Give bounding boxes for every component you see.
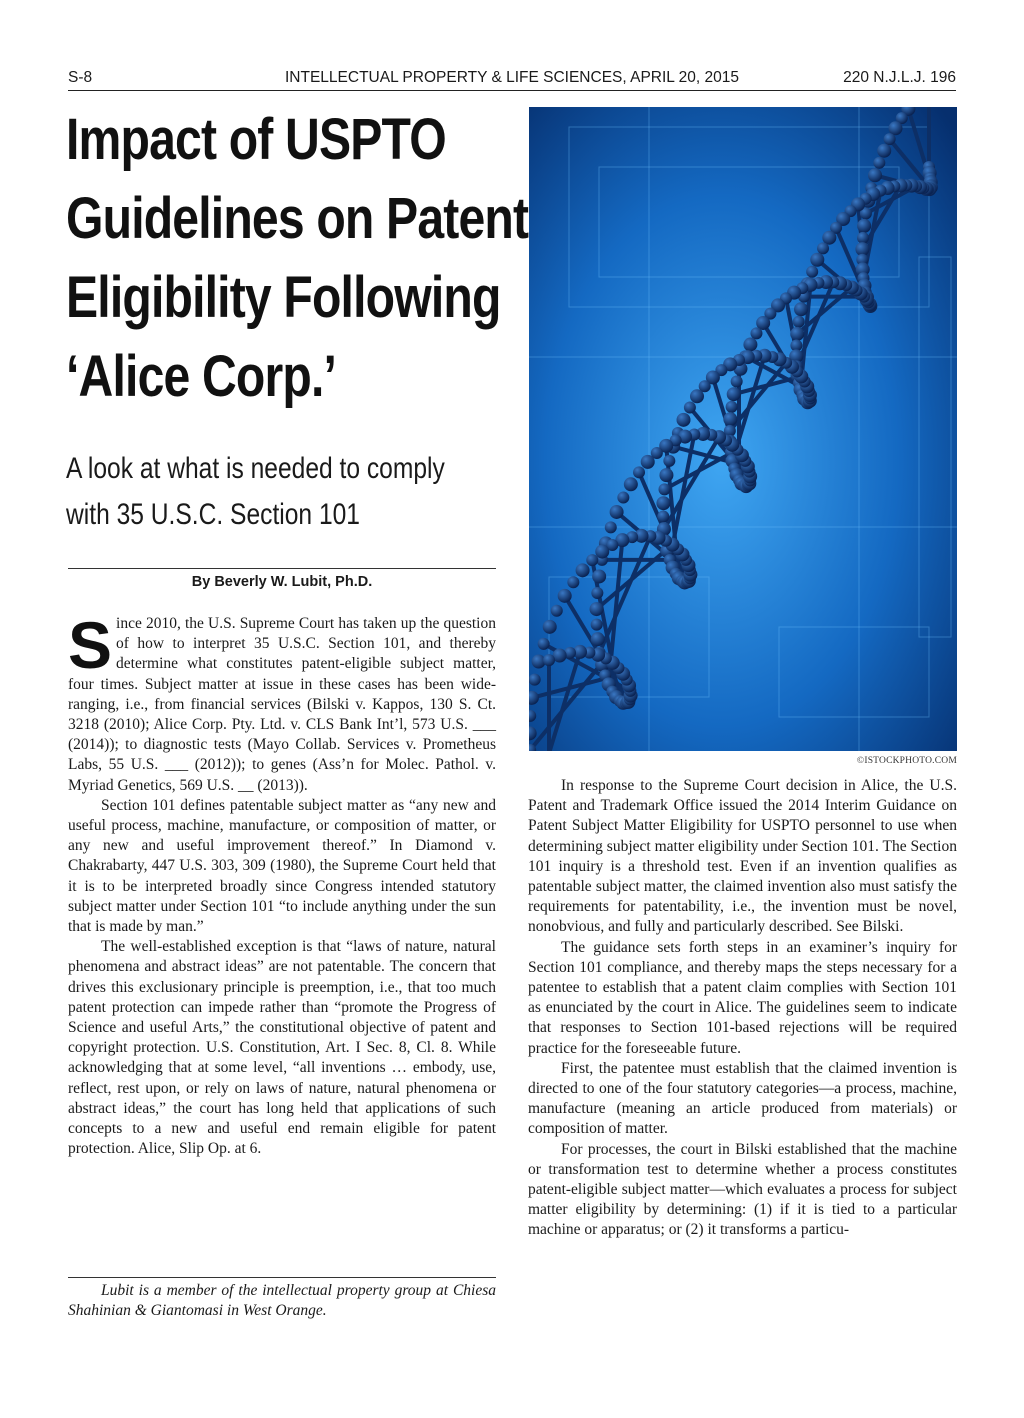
- helix-bead: [659, 468, 673, 482]
- byline-divider: [68, 568, 496, 569]
- body-paragraph: The well-established exception is that “laws of nature, natural phenomena and abstract ideas” are not patentable. The concern that drives this exclusionary principle is preemption, i.e., that too much patent protection can impede rather than “promote the Progress of Science and useful Arts,” the constitutional objective of patent and copyright protection. U.S. Constitution, Art. I Sec. 8, Cl. 8. While acknowledging that at some level, “all inventions … embody, use, reflect, rest upon, or rely on laws of nature, natural phenomena or abstract ideas,” the court has long held that applications of such concepts to a new and useful end remain eligible for patent protection. Alice, Slip Op. at 6.: [68, 938, 496, 1158]
- section-title: INTELLECTUAL PROPERTY & LIFE SCIENCES, APRIL 20, 2015: [285, 69, 739, 86]
- body-paragraph: In response to the Supreme Court decision in Alice, the U.S. Patent and Trademark Office issued the 2014 Interim Guidance on Patent Subject Matter Eligibility for USPTO personnel to use when determining subject matter eligibility under Section 101. The Section 101 inquiry is a threshold test. Even if an invention qualifies as patentable subject matter, the claimed invention also must satisfy the requirements for patentability, i.e., the invention must be novel, nonobvious, and fully and particularly described. See Bilski.: [528, 777, 957, 936]
- helix-bead: [857, 232, 869, 244]
- helix-bead: [726, 401, 738, 413]
- byline: By Beverly W. Lubit, Ph.D.: [191, 574, 373, 590]
- helix-bead: [624, 477, 638, 491]
- body-paragraph: The guidance sets forth steps in an examiner’s inquiry for Section 101 compliance, and thereby maps the steps necessary for a patentee to establish that a patent claim complies with Section 101 as enunciated by the court in Alice. The guidelines seem to indicate that responses to Section 101-based rejections will be required practice for the foreseeable future.: [528, 938, 957, 1057]
- helix-bead: [586, 554, 598, 566]
- helix-bead: [529, 674, 541, 686]
- helix-bead: [677, 413, 691, 427]
- body-paragraph: First, the patentee must establish that the claimed invention is directed to one of the four statutory categories—a process, machine, manufacture (meaning an article produced from materials) or composition of matter.: [528, 1059, 957, 1138]
- helix-bead: [658, 483, 670, 495]
- helix-bead: [793, 316, 805, 328]
- helix-bead: [817, 242, 829, 254]
- helix-bead: [591, 619, 603, 631]
- journal-citation: 220 N.J.L.J. 196: [843, 69, 956, 86]
- body-paragraph: For processes, the court in Bilski established that the machine or transformation test to determine whether a process constitutes patent-eligible subject matter—which evaluates a process for subject matter eligibility by determining: (1) if it is tied to a particular machine or apparatus; or (2) it transforms a particu-: [528, 1140, 957, 1239]
- title-line: Guidelines on Patent: [66, 186, 529, 251]
- helix-bead: [605, 521, 617, 533]
- helix-bead: [877, 144, 891, 158]
- deck-line: A look at what is needed to comply: [66, 452, 445, 485]
- helix-bead: [590, 602, 604, 616]
- helix-bead: [538, 638, 550, 650]
- paragraph-text: ince 2010, the U.S. Supreme Court has taken up the question of how to interpret 35 U.S.C. Section 101, and thereby determine what constitutes patent-eligible subject matter, four times. Subject matter at issue in these cases has been wide-ranging, i.e., from financial services (Bilski v. Kappos, 130 S. Ct. 3218 (2010); Alice Corp. Pty. Ltd. v. CLS Bank Int’l, 573 U.S. ___ (2014)); to diagnostic tests (Mayo Collab. Services v. Prometheus Labs, 55 U.S. ___ (2012)); to genes (Ass’n for Molec. Pathol. v. Myriad Genetics, 569 U.S. __ (2013)).: [68, 615, 496, 794]
- title-line: Impact of USPTO: [66, 107, 446, 172]
- helix-bead: [868, 168, 882, 182]
- helix-bead: [591, 632, 605, 646]
- helix-bead: [633, 466, 645, 478]
- helix-bead: [657, 511, 669, 523]
- helix-bead: [750, 327, 762, 339]
- body-paragraph: [68, 608, 496, 796]
- helix-bead: [543, 654, 555, 666]
- helix-bead: [888, 121, 902, 135]
- drop-cap: S: [68, 608, 113, 682]
- helix-bead: [810, 253, 824, 267]
- helix-bead: [591, 587, 603, 599]
- photo-credit: ©ISTOCKPHOTO.COM: [856, 756, 957, 766]
- title-line: Eligibility Following: [66, 265, 501, 330]
- helix-bead: [558, 589, 572, 603]
- helix-bead: [595, 545, 609, 559]
- helix-bead: [727, 387, 741, 401]
- helix-bead: [794, 302, 808, 316]
- article-deck: [66, 446, 443, 538]
- helix-bead: [790, 327, 804, 341]
- helix-bead: [576, 563, 590, 577]
- helix-bead: [656, 496, 670, 510]
- helix-bead: [857, 219, 871, 233]
- helix-bead: [731, 375, 743, 387]
- helix-bead: [743, 338, 757, 352]
- author-note: Lubit is a member of the intellectual property group at Chiesa Shahinian & Giantomasi in West Orange.: [68, 1282, 496, 1320]
- helix-bead: [617, 492, 629, 504]
- helix-bead: [610, 505, 624, 519]
- helix-bead: [551, 605, 563, 617]
- running-head: [68, 66, 956, 91]
- helix-bead: [567, 576, 579, 588]
- left-column: [68, 608, 496, 1159]
- deck-line: with 35 U.S.C. Section 101: [66, 498, 360, 531]
- helix-bead: [723, 412, 737, 426]
- helix-bead: [543, 620, 557, 634]
- body-paragraph: Section 101 defines patentable subject matter as “any new and useful process, machine, manufacture, or composition of matter, or any new and useful improvement thereof.” In Diamond v. Chakrabarty, 447 U.S. 303, 309 (1980), the Supreme Court held that it is to be interpreted broadly since Congress intended statutory subject matter under Section 101 “to include anything under the sun that is made by man.”: [68, 796, 496, 936]
- right-column: [528, 776, 957, 1241]
- helix-bead: [806, 266, 818, 278]
- page-number: S-8: [68, 69, 93, 86]
- helix-bead: [873, 157, 885, 169]
- dna-helix-graphic: [529, 107, 957, 751]
- helix-bead: [684, 402, 696, 414]
- footnote-divider: [68, 1277, 496, 1278]
- helix-bead: [690, 389, 704, 403]
- helix-bead: [641, 455, 655, 469]
- helix-bead: [663, 455, 675, 467]
- helix-bead: [884, 133, 896, 145]
- helix-bead: [592, 569, 606, 583]
- title-line: ‘Alice Corp.’: [66, 344, 337, 409]
- article-title: [66, 100, 529, 416]
- dna-double-helix-image: [529, 107, 957, 751]
